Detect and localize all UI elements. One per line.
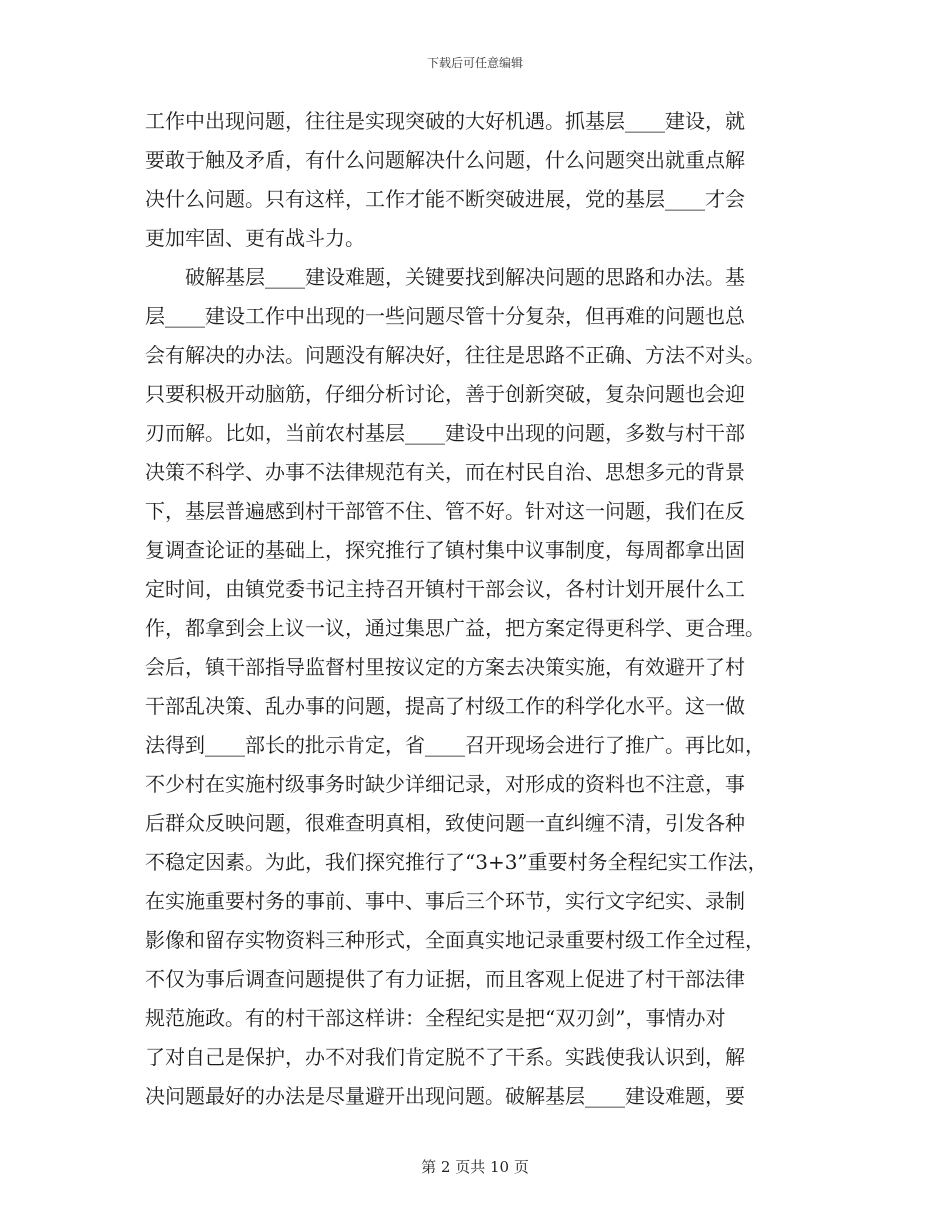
text-line: 刃而解。比如，当前农村基层____建设中出现的问题，多数与村干部 bbox=[145, 421, 745, 445]
text-line: 更加牢固、更有战斗力。 bbox=[145, 226, 365, 250]
text-line: 了对自己是保护，办不对我们肯定脱不了干系。实践使我认识到，解 bbox=[145, 1045, 745, 1069]
text-line: 决策不科学、办事不法律规范有关，而在村民自治、思想多元的背景 bbox=[145, 460, 745, 484]
document-body bbox=[145, 102, 805, 1116]
text-line: 规范施政。有的村干部这样讲：全程纪实是把“双刃剑”，事情办对 bbox=[145, 1006, 726, 1030]
text-line: 决什么问题。只有这样，工作才能不断突破进展，党的基层____才会 bbox=[145, 187, 745, 211]
text-line: 决问题最好的办法是尽量避开出现问题。破解基层____建设难题，要 bbox=[145, 1084, 745, 1108]
text-line: 作，都拿到会上议一议，通过集思广益，把方案定得更科学、更合理。 bbox=[145, 616, 765, 640]
text-line: 下，基层普遍感到村干部管不住、管不好。针对这一问题，我们在反 bbox=[145, 499, 745, 523]
page-footer: 第 2 页共 10 页 bbox=[421, 1158, 529, 1176]
text-line: 工作中出现问题，往往是实现突破的大好机遇。抓基层____建设，就 bbox=[145, 109, 745, 133]
text-line: 影像和留存实物资料三种形式，全面真实地记录重要村级工作全过程， bbox=[145, 928, 765, 952]
text-line: 定时间，由镇党委书记主持召开镇村干部会议，各村计划开展什么工 bbox=[145, 577, 745, 601]
text-line: 干部乱决策、乱办事的问题，提高了村级工作的科学化水平。这一做 bbox=[145, 694, 745, 718]
text-line: 复调查论证的基础上，探究推行了镇村集中议事制度，每周都拿出固 bbox=[145, 538, 745, 562]
text-line: 会有解决的办法。问题没有解决好，往往是思路不正确、方法不对头。 bbox=[145, 343, 765, 367]
text-line: 不仅为事后调查问题提供了有力证据，而且客观上促进了村干部法律 bbox=[145, 967, 745, 991]
text-line: 不稳定因素。为此，我们探究推行了“3+3”重要村务全程纪实工作法， bbox=[145, 850, 768, 874]
text-line: 只要积极开动脑筋，仔细分析讨论，善于创新突破，复杂问题也会迎 bbox=[145, 382, 745, 406]
text-line: 要敢于触及矛盾，有什么问题解决什么问题，什么问题突出就重点解 bbox=[145, 148, 745, 172]
text-line: 不少村在实施村级事务时缺少详细记录，对形成的资料也不注意，事 bbox=[145, 772, 745, 796]
text-line: 后群众反映问题，很难查明真相，致使问题一直纠缠不清，引发各种 bbox=[145, 811, 745, 835]
text-line: 破解基层____建设难题，关键要找到解决问题的思路和办法。基 bbox=[185, 265, 745, 289]
text-line: 会后，镇干部指导监督村里按议定的方案去决策实施，有效避开了村 bbox=[145, 655, 745, 679]
text-line: 在实施重要村务的事前、事中、事后三个环节，实行文字纪实、录制 bbox=[145, 889, 745, 913]
text-line: 法得到____部长的批示肯定，省____召开现场会进行了推广。再比如， bbox=[145, 733, 765, 757]
text-line: 层____建设工作中出现的一些问题尽管十分复杂，但再难的问题也总 bbox=[145, 304, 745, 328]
page-header: 下载后可任意编辑 bbox=[426, 56, 523, 70]
